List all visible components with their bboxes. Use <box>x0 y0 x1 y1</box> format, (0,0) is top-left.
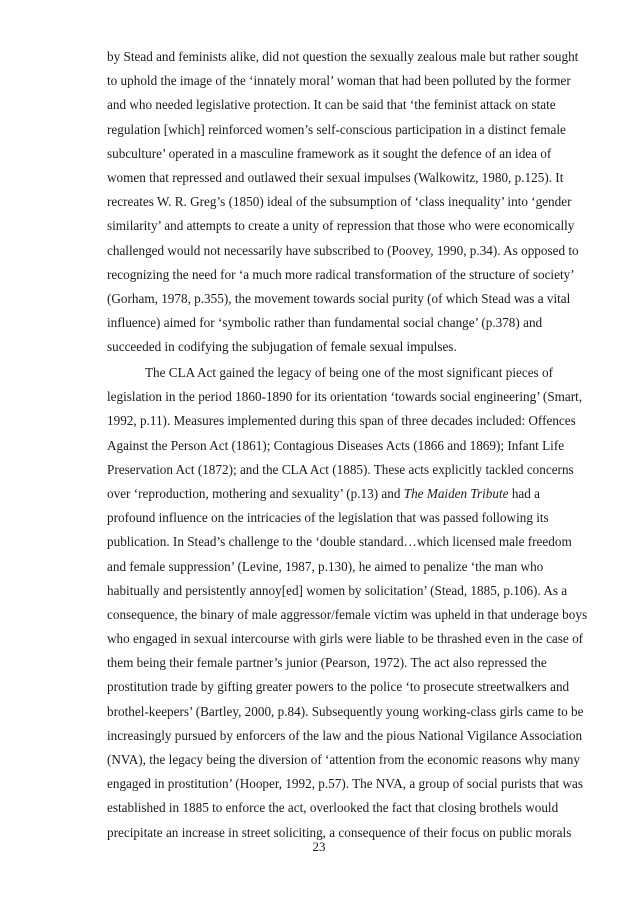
text-line: 1992, p.11). Measures implemented during this span of three decades included: Offences <box>107 413 576 429</box>
text-line: Preservation Act (1872); and the CLA Act (1885). These acts explicitly tackled concerns <box>107 461 574 477</box>
text-line: habitually and persistently annoy[ed] women by solicitation’ (Stead, 1885, p.106). As a <box>107 582 568 598</box>
text-line: who engaged in sexual intercourse with girls were liable to be thrashed even in the case of <box>107 631 584 647</box>
text-segment: had a <box>508 485 541 501</box>
paragraph-2 <box>107 361 588 845</box>
paragraph-1 <box>107 45 579 359</box>
page-number: 23 <box>312 839 326 854</box>
text-line: influence) aimed for ‘symbolic rather than fundamental social change’ (p.378) and <box>107 315 543 331</box>
text-line: succeeded in codifying the subjugation of female sexual impulses. <box>107 339 457 355</box>
text-line: similarity’ and attempts to create a unity of repression that those who were economically <box>107 218 575 234</box>
text-line: profound influence on the intricacies of the legislation that was passed following its <box>107 510 549 526</box>
text-line: brothel-keepers’ (Bartley, 2000, p.84). Subsequently young working-class girls came to be <box>107 703 584 719</box>
text-line: legislation in the period 1860-1890 for its orientation ‘towards social engineering’ (Smart, <box>107 389 583 405</box>
text-line <box>107 482 547 506</box>
book-title: The Maiden Tribute <box>403 485 509 501</box>
text-line: recreates W. R. Greg’s (1850) ideal of the subsumption of ‘class inequality’ into ‘gender <box>107 194 572 210</box>
text-line: women that repressed and outlawed their sexual impulses (Walkowitz, 1980, p.125). It <box>107 169 564 185</box>
text-line: consequence, the binary of male aggressor/female victim was upheld in that underage boys <box>107 606 588 622</box>
text-line: to uphold the image of the ‘innately moral’ woman that had been polluted by the former <box>107 73 571 89</box>
text-line: by Stead and feminists alike, did not question the sexually zealous male but rather sought <box>107 49 579 64</box>
text-line: prostitution trade by gifting greater powers to the police ‘to prosecute streetwalkers and <box>107 679 570 695</box>
text-line: publication. In Stead’s challenge to the ‘double standard…which licensed male freedom <box>107 534 572 550</box>
text-segment: over ‘reproduction, mothering and sexuality’ (p.13) and <box>107 485 404 501</box>
text-line: and female suppression’ (Levine, 1987, p.130), he aimed to penalize ‘the man who <box>107 558 544 574</box>
text-line: recognizing the need for ‘a much more radical transformation of the structure of society’ <box>107 266 575 282</box>
text-line: regulation [which] reinforced women’s self-conscious participation in a distinct female <box>107 121 566 137</box>
text-line: (Gorham, 1978, p.355), the movement towards social purity (of which Stead was a vital <box>107 290 571 306</box>
text-line: challenged would not necessarily have subscribed to (Poovey, 1990, p.34). As opposed to <box>107 242 579 258</box>
text-line: increasingly pursued by enforcers of the law and the pious National Vigilance Association <box>107 727 583 743</box>
text-line: subculture’ operated in a masculine framework as it sought the defence of an idea of <box>107 145 552 161</box>
text-line: The CLA Act gained the legacy of being one of the most significant pieces of <box>145 365 553 380</box>
text-line: engaged in prostitution’ (Hooper, 1992, p.57). The NVA, a group of social purists that was <box>107 776 583 792</box>
text-line: and who needed legislative protection. It can be said that ‘the feminist attack on state <box>107 97 556 113</box>
text-line: established in 1885 to enforce the act, overlooked the fact that closing brothels would <box>107 800 559 816</box>
text-line: Against the Person Act (1861); Contagious Diseases Acts (1866 and 1869); Infant Life <box>107 437 565 453</box>
text-line: them being their female partner’s junior (Pearson, 1972). The act also repressed the <box>107 655 547 671</box>
text-line: (NVA), the legacy being the diversion of ‘attention from the economic reasons why many <box>107 752 580 767</box>
text-line: precipitate an increase in street soliciting, a consequence of their focus on public morals <box>107 824 572 840</box>
